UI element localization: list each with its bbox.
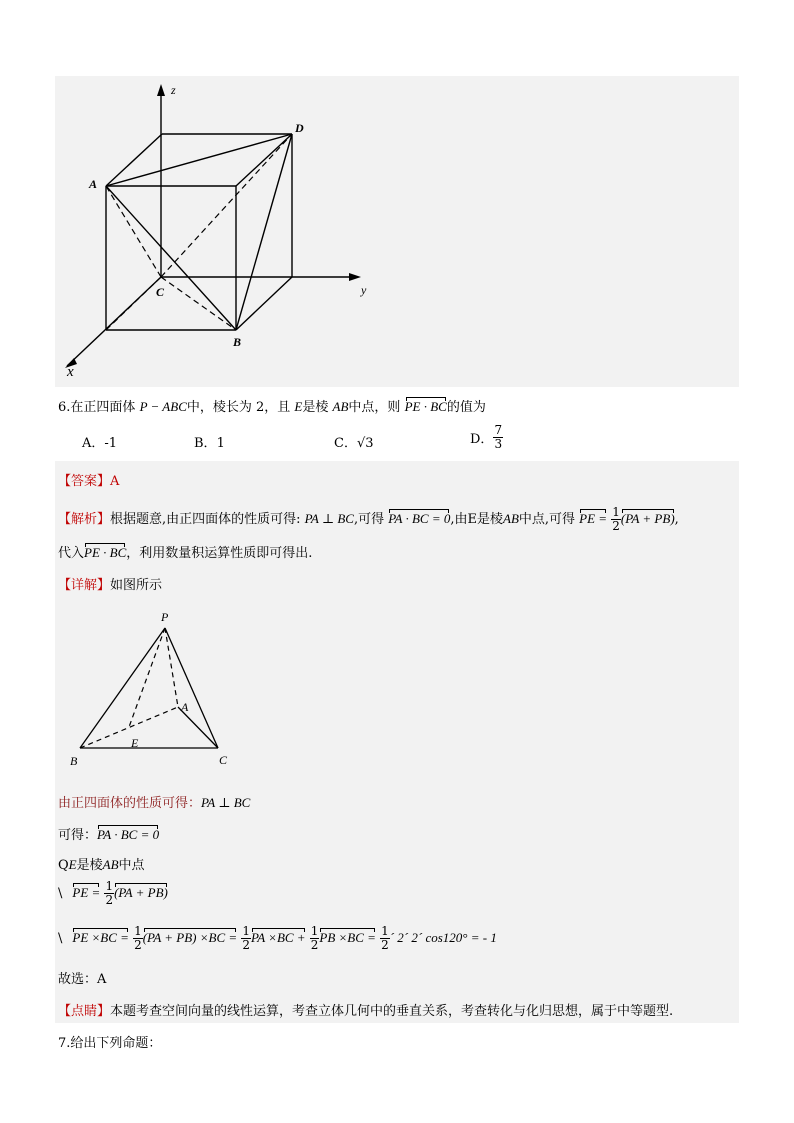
label-A: A <box>181 700 189 714</box>
label-y: y <box>361 283 367 297</box>
edge-PC <box>165 628 218 748</box>
segment-AB <box>106 186 236 330</box>
segment-BD <box>236 134 292 330</box>
stem-text: 中点，则 <box>348 400 401 415</box>
segment-CA <box>106 186 161 277</box>
edge-AB: AB <box>332 399 349 414</box>
option-a[interactable]: A．-1 <box>82 436 118 451</box>
perp-expr: PA ⊥ BC <box>304 511 354 526</box>
step-3: QE是棱AB中点 <box>58 857 145 873</box>
step-2: 可得：PA · BC = 0 <box>58 827 160 843</box>
y-arrow <box>349 273 361 281</box>
segment-CB <box>161 277 236 330</box>
step-4: \ PE = $\frac{1}{2}$ (PA + PB) <box>58 879 168 907</box>
dot-product-expr: PE · BC <box>404 399 447 414</box>
detail-line: 【详解】如图所示 <box>58 578 163 593</box>
label-B: B <box>233 335 242 349</box>
tetrahedron-figure <box>60 605 260 775</box>
answer-value: A <box>110 474 120 489</box>
tetrahedron-name: P − ABC <box>139 399 187 414</box>
detail-tag: 【详解】 <box>58 578 111 593</box>
label-E: E <box>131 736 139 750</box>
point-E: E <box>294 399 303 414</box>
stem-text: 在正四面体 <box>70 400 136 415</box>
dot-zero-expr: PA · BC = 0 <box>388 511 451 526</box>
label-C: C <box>219 753 228 767</box>
question-6-stem <box>58 396 486 415</box>
step-5: \ PE ×BC = $\frac{1}{2}$ (PA + PB) ×BC = $\frac{1}{2}$ PA ×BC + $\frac{1}{2}$ PB ×BC = $\frac{1}{2}$ ´ 2´ 2´ cos120° = - 1 <box>58 924 497 952</box>
step-1: 由正四面体的性质可得：PA ⊥ BC <box>58 795 251 811</box>
comment-tag: 【点睛】 <box>58 1004 111 1019</box>
option-c[interactable]: C．√3 <box>334 436 374 451</box>
cube-edge <box>236 277 292 330</box>
analysis-line-2: 代入PE · BC，利用数量积运算性质即可得出. <box>58 545 313 561</box>
label-P: P <box>161 610 169 624</box>
option-d[interactable]: D． $\frac{7}{3}$ <box>470 423 503 451</box>
edge-PA <box>165 628 178 707</box>
question-7: 7.给出下列命题： <box>58 1036 162 1051</box>
analysis-line-1: 【解析】根据题意,由正四面体的性质可得: PA ⊥ BC,可得 PA · BC = 0,由E是棱AB中点,可得 PE = $\frac{1}{2}$ (PA + PB), <box>58 505 679 533</box>
segment-PE <box>129 628 165 727</box>
stem-text: 是棱 <box>302 400 329 415</box>
cube-figure <box>55 76 739 387</box>
label-B: B <box>70 754 78 768</box>
question-number: 6. <box>58 400 71 415</box>
label-C: C <box>156 285 165 299</box>
label-A: A <box>89 177 98 191</box>
stem-text: 的值为 <box>446 400 486 415</box>
answer-line <box>58 470 119 489</box>
comment-line: 【点睛】本题考查空间向量的线性运算，考查立体几何中的垂直关系，考查转化与化归思想，属于中等题型. <box>58 1004 674 1019</box>
z-arrow <box>157 84 165 96</box>
stem-text: 中，棱长为 2，且 <box>186 400 291 415</box>
label-D: D <box>295 121 304 135</box>
answer-tag: 【答案】 <box>58 474 111 489</box>
choose-line: 故选：A <box>58 972 107 987</box>
analysis-tag: 【解析】 <box>58 512 111 527</box>
option-b[interactable]: B．1 <box>194 436 225 451</box>
segment-CD <box>161 134 292 277</box>
label-z: z <box>171 83 176 97</box>
label-x: x <box>67 364 74 380</box>
